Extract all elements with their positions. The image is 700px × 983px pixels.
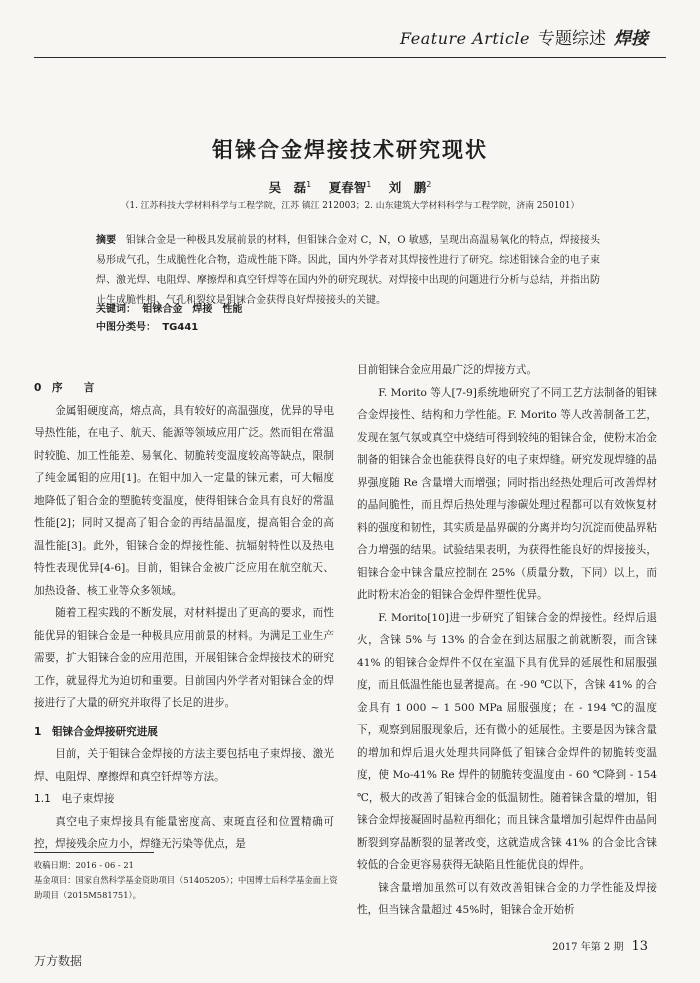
right-column <box>357 359 657 922</box>
left-column <box>34 371 334 856</box>
affiliation: （1. 江苏科技大学材料科学与工程学院，江苏 镇江 212003；2. 山东建筑大学材料科学与工程学院，济南 250101） <box>120 201 580 211</box>
abstract-text: 钼铼合金是一种极具发展前景的材料，但钼铼合金对 C，N，O 敏感，呈现出高温易氧化的特点，焊接接头易形成气孔，生成脆性化合物，造成性能下降。因此，国内外学者对其焊接性进行了研究。综述钼铼合金的电子束焊、激光焊、电阻焊、摩擦焊和真空钎焊等在国内外的研究现状。对焊接中出现的问题进行分析与总结，并指出防止生成脆性相、气孔和裂纹是钼铼合金获得良好焊接接头的关键。 <box>96 235 600 306</box>
author-affil-mark: 1 <box>306 179 312 189</box>
keywords-text: 钼铼合金 焊接 性能 <box>142 304 243 315</box>
subsection-heading: 1.1 电子束焊接 <box>34 793 115 805</box>
footnote <box>34 858 338 903</box>
issue-label: 2017 年第 2 期 <box>552 942 624 953</box>
journal-logo: 焊接 <box>614 29 648 49</box>
paragraph: 目前，关于钼铼合金焊接的方法主要包括电子束焊接、激光焊、电阻焊、摩擦焊和真空钎焊等方法。 <box>34 748 334 783</box>
author-line <box>0 178 700 196</box>
author-name: 刘 鹏 <box>388 180 427 195</box>
footnote-rule <box>34 852 154 853</box>
classification-code: TG441 <box>162 322 199 333</box>
journal-header <box>400 24 648 49</box>
abstract <box>96 231 600 311</box>
column-name: 专题综述 <box>538 29 606 49</box>
page-info <box>552 938 648 954</box>
abstract-label: 摘要 <box>96 235 117 246</box>
page-number: 13 <box>631 939 648 954</box>
feature-article-label: Feature Article <box>400 29 530 48</box>
fund-info: 基金项目：国家自然科学基金资助项目（51405205）；中国博士后科学基金面上资助项目（2015M581751）。 <box>34 875 338 900</box>
paragraph: 铼含量增加虽然可以有效改善钼铼合金的力学性能及焊接性，但当铼含量超过 45%时，钼铼合金开始析 <box>357 881 657 916</box>
watermark: 万方数据 <box>34 954 83 968</box>
header-rule <box>34 57 666 58</box>
classification-label: 中图分类号： <box>96 322 156 333</box>
keywords <box>96 300 242 315</box>
paragraph: F. Morito 等人[7-9]系统地研究了不同工艺方法制备的钼铼合金焊接性、结构和力学性能。F. Morito 等人改善制备工艺，发现在氢气氛或真空中烧结可得到较纯的钼铼合金，使粉末冶金制备的钼铼合金也能获得良好的电子束焊缝。研究发现焊缝的晶界强度随 Re 含量增大而增强；同时指出经热处理后可改善焊材的晶间脆性，而且焊后热处理与渗碳处理过程都可以有效恢复材料的强度和韧性，其实质是晶界碳的分离并均匀沉淀而使晶界粘合力增强的结果。试验结果表明，为获得性能良好的焊接接头，钼铼合金中铼含量应控制在 25%（质量分数，下同）以上，而此时粉末冶金的钼铼合金焊件塑性优异。 <box>357 386 657 601</box>
paragraph: 目前钼铼合金应用最广泛的焊接方式。 <box>357 364 538 376</box>
paragraph: F. Morito[10]进一步研究了钼铼合金的焊接性。经焊后退火，含铼 5% 与 13% 的合金在到达屈服之前就断裂，而含铼 41% 的钼铼合金焊件不仅在室温下具有优异的延展性和屈服强度，而且低温性能也显著提高。在 -90 ℃以下，含铼 41% 的合金具有 1 000 ~ 1 500 MPa 屈服强度；在 - 194 ℃的温度下，观察到屈服现象后，还有微小的延展性。主要是因为铼含量的增加和焊后退火处理共同降低了钼铼合金焊件的韧脆转变温度，使 Mo-41% Re 焊件的韧脆转变温度由 - 60 ℃降到 - 154 ℃，极大的改善了钼铼合金的低温韧性。随着铼含量的增加，钼铼合金焊接凝固时晶粒再细化；而且铼含量增加引起焊件由晶间断裂到穿晶断裂的显著改变，这就造成含铼 41% 的合金比含铼较低的合金更容易获得无缺陷且性能优良的焊件。 <box>357 611 657 871</box>
paragraph: 金属钼硬度高，熔点高，具有较好的高温强度，优异的导电导热性能，在电子、航天、能源等领域应用广泛。然而钼在常温时较脆、加工性能差、易氧化、韧脆转变温度较高等缺点，限制了纯金属钼的应用[1]。在钼中加入一定量的铼元素，可大幅度地降低了钼合金的塑脆转变温度，使得钼铼合金具有良好的常温性能[2]；同时又提高了钼合金的再结晶温度，提高钼合金的高温性能[3]。此外，钼铼合金的焊接性能、抗辐射特性以及热电特性表现优异[4-6]。目前，钼铼合金被广泛应用在航空航天、加热设备、核工业等众多领域。 <box>34 404 334 597</box>
paragraph: 真空电子束焊接具有能量密度高、束斑直径和位置精确可控，焊接残余应力小，焊缝无污染等优点，是 <box>34 815 334 850</box>
classification <box>96 318 198 333</box>
author-name: 吴 磊 <box>268 180 307 195</box>
section-heading: 1 钼铼合金焊接研究进展 <box>34 725 158 738</box>
section-heading: 0 序 言 <box>34 382 95 394</box>
author-affil-mark: 1 <box>366 179 372 189</box>
received-date: 收稿日期：2016 - 06 - 21 <box>34 860 134 870</box>
author-affil-mark: 2 <box>426 179 432 189</box>
keywords-label: 关键词： <box>96 304 136 315</box>
author-name: 夏春智 <box>328 180 367 195</box>
paragraph: 随着工程实践的不断发展，对材料提出了更高的要求，而性能优异的钼铼合金是一种极具应用前景的材料。为满足工业生产需要，扩大钼铼合金的应用范围，开展钼铼合金焊接技术的研究工作，就显得尤为迫切和重要。目前国内外学者对钼铼合金的焊接进行了大量的研究并取得了长足的进步。 <box>34 607 334 709</box>
article-title: 钼铼合金焊接技术研究现状 <box>212 138 488 162</box>
